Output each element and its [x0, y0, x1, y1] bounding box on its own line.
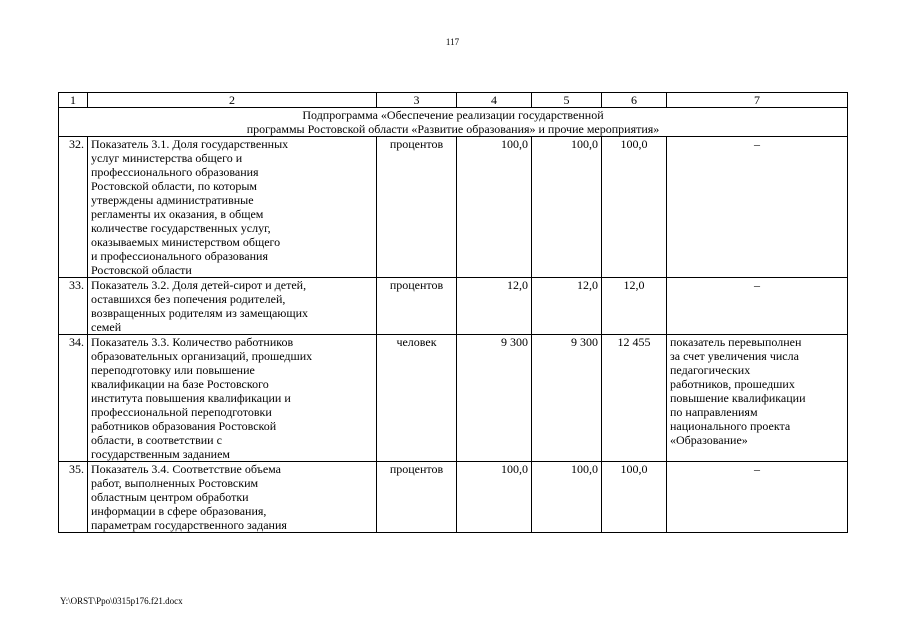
indicator-description [88, 335, 377, 462]
row-number: 34. [59, 335, 88, 462]
indicator-description-line: Ростовской области, по которым [91, 179, 257, 193]
unit-cell: процентов [377, 137, 457, 278]
column-number-row [59, 93, 848, 108]
indicator-description-line: оставшихся без попечения родителей, [91, 292, 286, 306]
indicator-description-line: регламенты их оказания, в общем [91, 207, 264, 221]
indicator-description-line: параметрам государственного задания [91, 518, 287, 532]
value-cell-col4: 12,0 [457, 278, 532, 335]
report-table [58, 92, 848, 533]
table-row [59, 278, 848, 335]
column-number-header: 4 [457, 93, 532, 108]
note-line: показатель перевыполнен [670, 335, 802, 349]
indicator-description-line: утверждены административные [91, 193, 254, 207]
column-number-header: 1 [59, 93, 88, 108]
indicator-description-line: квалификации на базе Ростовского [91, 377, 269, 391]
indicator-description-line: института повышения квалификации и [91, 391, 291, 405]
row-number: 33. [59, 278, 88, 335]
value-cell-col5: 12,0 [532, 278, 602, 335]
indicator-description [88, 278, 377, 335]
indicator-description-line: государственным заданием [91, 447, 231, 461]
column-number-header: 5 [532, 93, 602, 108]
indicator-description [88, 462, 377, 533]
subprogram-title-line: Подпрограмма «Обеспечение реализации государственной [302, 108, 604, 122]
row-number: 35. [59, 462, 88, 533]
note-cell [667, 278, 848, 335]
row-number: 32. [59, 137, 88, 278]
value-cell-col5: 100,0 [532, 137, 602, 278]
note-line: «Образование» [670, 433, 748, 447]
value-cell-col5: 9 300 [532, 335, 602, 462]
indicator-description-line: количестве государственных услуг, [91, 221, 271, 235]
indicator-description-line: Показатель 3.4. Соответствие объема [91, 462, 281, 476]
indicator-description-line: образовательных организаций, прошедших [91, 349, 313, 363]
footer-file-path: Y:\ORST\Ppo\0315p176.f21.docx [60, 596, 183, 606]
note-line: – [754, 278, 760, 292]
indicator-description-line: областным центром обработки [91, 490, 249, 504]
table-row [59, 462, 848, 533]
value-cell-col4: 100,0 [457, 137, 532, 278]
indicator-description-line: работников образования Ростовской [91, 419, 277, 433]
column-number-header: 2 [88, 93, 377, 108]
indicator-description-line: профессионального образования [91, 165, 259, 179]
value-cell-col5: 100,0 [532, 462, 602, 533]
table-row [59, 137, 848, 278]
value-cell-col6: 100,0 [602, 462, 667, 533]
indicator-description-line: области, в соответствии с [91, 433, 222, 447]
indicator-description-line: информации в сфере образования, [91, 504, 267, 518]
column-number-header: 6 [602, 93, 667, 108]
indicator-description-line: семей [91, 320, 122, 334]
unit-cell: человек [377, 335, 457, 462]
note-cell [667, 335, 848, 462]
value-cell-col4: 9 300 [457, 335, 532, 462]
subprogram-title-line: программы Ростовской области «Развитие образования» и прочие мероприятия» [246, 122, 660, 136]
page-number: 117 [445, 37, 460, 47]
note-cell [667, 462, 848, 533]
indicator-description [88, 137, 377, 278]
subprogram-row [59, 108, 848, 137]
indicator-description-line: возвращенных родителям из замещающих [91, 306, 308, 320]
note-line: – [754, 462, 760, 476]
indicator-description-line: Показатель 3.3. Количество работников [91, 335, 294, 349]
note-line: по направлениям [670, 405, 758, 419]
subprogram-title [59, 108, 848, 137]
indicator-description-line: Ростовской области [91, 263, 192, 277]
indicator-description-line: работ, выполненных Ростовским [91, 476, 259, 490]
indicator-description-line: профессиональной переподготовки [91, 405, 272, 419]
unit-cell: процентов [377, 278, 457, 335]
indicator-description-line: оказываемых министерством общего [91, 235, 281, 249]
note-line: работников, прошедших [670, 377, 795, 391]
column-number-header: 7 [667, 93, 848, 108]
indicator-description-line: Показатель 3.2. Доля детей-сирот и детей, [91, 278, 307, 292]
value-cell-col6: 12,0 [602, 278, 667, 335]
note-line: повышение квалификации [670, 391, 806, 405]
value-cell-col6: 100,0 [602, 137, 667, 278]
note-cell [667, 137, 848, 278]
value-cell-col4: 100,0 [457, 462, 532, 533]
table-row [59, 335, 848, 462]
note-line: за счет увеличения числа [670, 349, 799, 363]
note-line: педагогических [670, 363, 751, 377]
note-line: – [754, 137, 760, 151]
indicator-description-line: Показатель 3.1. Доля государственных [91, 137, 289, 151]
column-number-header: 3 [377, 93, 457, 108]
indicator-rows [59, 137, 848, 533]
indicator-description-line: услуг министерства общего и [91, 151, 243, 165]
note-line: национального проекта [670, 419, 791, 433]
indicator-description-line: и профессионального образования [91, 249, 268, 263]
unit-cell: процентов [377, 462, 457, 533]
indicator-description-line: переподготовку или повышение [91, 363, 255, 377]
value-cell-col6: 12 455 [602, 335, 667, 462]
